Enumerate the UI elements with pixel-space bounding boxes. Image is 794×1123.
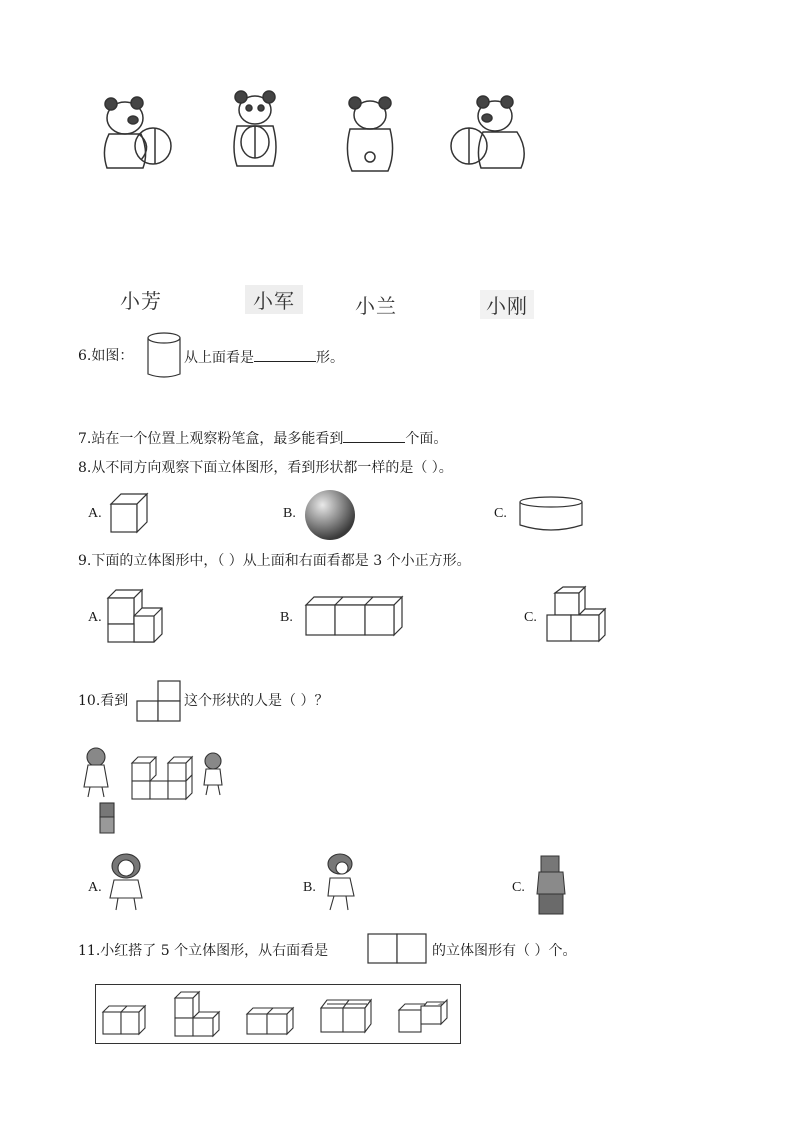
q10-shape: [136, 680, 182, 722]
q8-option-c-label[interactable]: C.: [494, 506, 507, 521]
q6-middle: 从上面看是: [184, 350, 254, 366]
sphere-icon: [303, 488, 357, 542]
cylinder-icon: [146, 332, 182, 380]
q9-shape-b: [304, 595, 404, 637]
question-9: 9.下面的立体图形中，（ ）从上面和右面看都是 3 个小正方形。: [78, 553, 471, 569]
question-8: 8.从不同方向观察下面立体图形，看到形状都一样的是（ ）。: [78, 460, 453, 476]
panda-figure-3: [340, 95, 400, 175]
question-6: [78, 347, 133, 365]
q10-option-c-label[interactable]: C.: [512, 880, 525, 895]
q11-figures: [95, 984, 459, 1042]
question-7: [78, 428, 447, 448]
q8-option-a-label[interactable]: A.: [88, 506, 102, 521]
q7-suffix: 个面。: [405, 431, 448, 447]
q9-shape-c: [545, 585, 607, 645]
boy-c-icon: [535, 854, 571, 916]
question-10-suffix: 这个形状的人是（ ）？: [184, 693, 329, 709]
short-cylinder-icon: [518, 495, 584, 533]
q9-option-c-label[interactable]: C.: [524, 610, 537, 625]
cube-icon: [110, 493, 148, 533]
q6-suffix: 形。: [316, 350, 344, 366]
panda-name-1: 小芳: [120, 289, 162, 313]
q7-answer-blank[interactable]: [343, 428, 405, 443]
q10-option-a-label[interactable]: A.: [88, 880, 102, 895]
panda-name-2: 小军: [245, 285, 303, 314]
q9-option-a-label[interactable]: A.: [88, 610, 102, 625]
q11-shape: [367, 933, 427, 965]
question-10-prefix: 10.看到: [78, 693, 129, 709]
q6-prefix: 6.如图：: [78, 348, 134, 364]
q9-option-b-label[interactable]: B.: [280, 610, 293, 625]
q10-scene: [80, 745, 230, 837]
q6-text: [184, 347, 344, 367]
panda-figure-2: [225, 88, 285, 173]
q6-answer-blank[interactable]: [254, 347, 316, 362]
panda-name-3: 小兰: [355, 294, 397, 318]
girl-a-icon: [104, 852, 148, 914]
q10-option-b-label[interactable]: B.: [303, 880, 316, 895]
q8-option-b-label[interactable]: B.: [283, 506, 296, 521]
question-11-prefix: 11.小红搭了 5 个立体图形，从右面看是: [78, 943, 329, 959]
girl-b-icon: [318, 852, 360, 914]
panda-figure-1: [95, 90, 175, 175]
panda-figure-4: [445, 92, 530, 174]
panda-name-4: 小刚: [480, 290, 534, 319]
q9-shape-a: [106, 586, 164, 644]
question-11-suffix: 的立体图形有（ ）个。: [432, 943, 577, 959]
q7-prefix: 7.站在一个位置上观察粉笔盒，最多能看到: [78, 431, 344, 447]
